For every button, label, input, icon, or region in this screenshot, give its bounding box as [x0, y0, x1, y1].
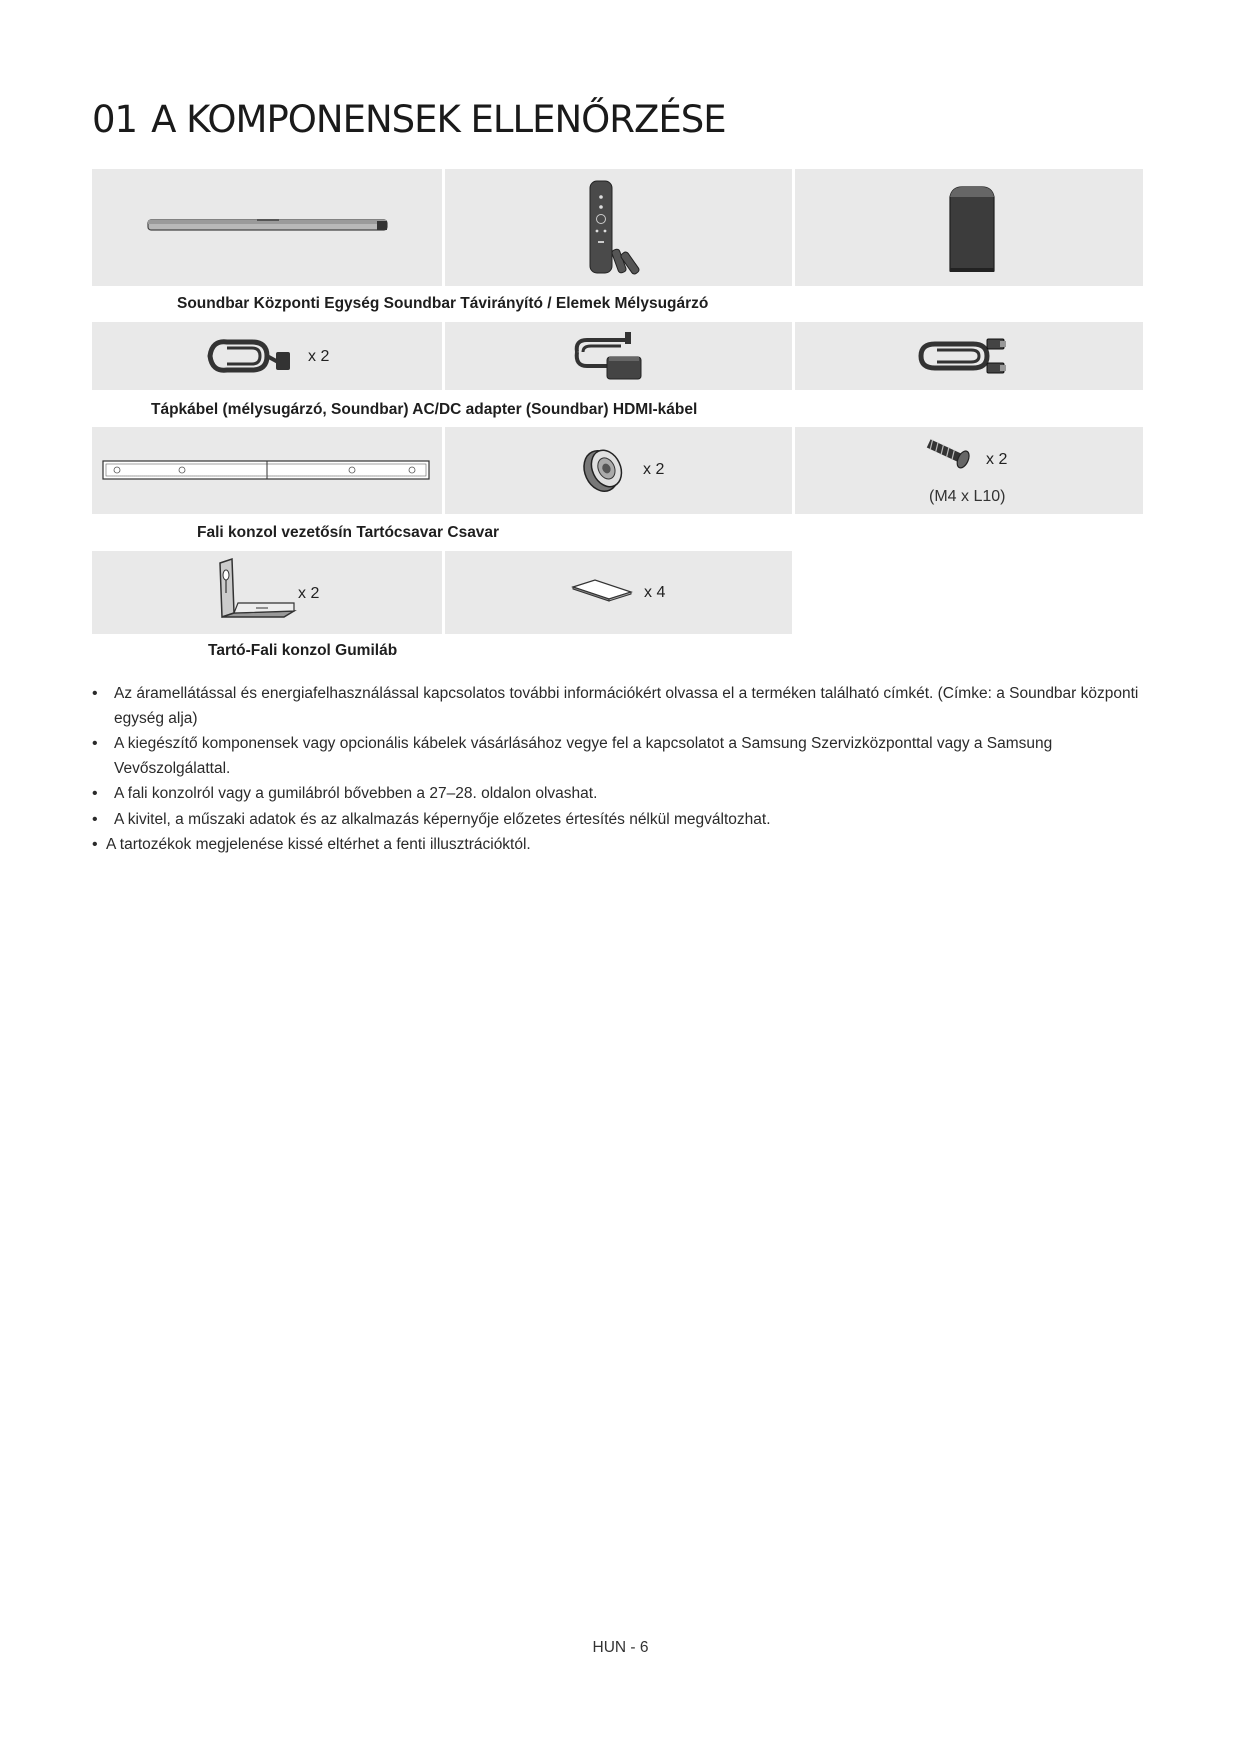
- bracket-quantity: x 2: [298, 585, 320, 602]
- cell-rubber-foot: [445, 551, 792, 634]
- cell-wall-rail: [92, 427, 442, 514]
- cell-subwoofer: [795, 169, 1143, 286]
- power-cable-icon: [92, 322, 442, 390]
- note-item: • A kiegészítő komponensek vagy opcionális kábelek vásárlásához vegye fel a kapcsolatot a Samsung Szervizközponttal vagy a Samsung Vevőszolgálattal.: [92, 732, 1152, 781]
- caption-row-2: Tápkábel (mélysugárzó, Soundbar) AC/DC adapter (Soundbar) HDMI-kábel: [151, 401, 698, 418]
- cell-screw: [795, 427, 1143, 514]
- caption-row-1: Soundbar Központi Egység Soundbar Távirányító / Elemek Mélysugárzó: [177, 295, 709, 312]
- holder-screw-quantity: x 2: [643, 461, 665, 478]
- caption-row-4: Tartó-Fali konzol Gumiláb: [208, 642, 398, 659]
- page-title: [92, 98, 726, 141]
- batteries-icon: [445, 169, 792, 286]
- rubber-foot-icon: [445, 551, 792, 634]
- cell-hdmi: [795, 322, 1143, 390]
- cell-adapter: [445, 322, 792, 390]
- screw-size-label: (M4 x L10): [929, 488, 1006, 505]
- screw-quantity: x 2: [986, 451, 1008, 468]
- bracket-icon: [92, 551, 442, 634]
- section-number: 01: [92, 98, 138, 141]
- note-item: • A fali konzolról vagy a gumilábról bővebben a 27–28. oldalon olvashat.: [92, 782, 1152, 807]
- power-cable-quantity: x 2: [308, 348, 330, 365]
- hdmi-cable-icon: [795, 322, 1143, 390]
- subwoofer-icon: [795, 169, 1143, 286]
- note-item: • A kivitel, a műszaki adatok és az alkalmazás képernyője előzetes értesítés nélkül megváltozhat.: [92, 808, 1152, 833]
- notes-list: [92, 682, 1152, 859]
- ac-dc-adapter-icon: [445, 322, 792, 390]
- wall-mount-rail-icon: [92, 427, 442, 514]
- cell-holder-screw: [445, 427, 792, 514]
- cell-power-cable: [92, 322, 442, 390]
- rubber-foot-quantity: x 4: [644, 584, 666, 601]
- note-item: • Az áramellátással és energiafelhasználással kapcsolatos további információkért olvassa el a terméken található címkét. (Címke: a Soundbar központi egység alja): [92, 682, 1152, 731]
- cell-soundbar: [92, 169, 442, 286]
- soundbar-icon: [92, 169, 442, 286]
- note-item: • A tartozékok megjelenése kissé eltérhet a fenti illusztrációktól.: [92, 833, 1152, 858]
- section-title: A KOMPONENSEK ELLENŐRZÉSE: [151, 98, 726, 141]
- cell-bracket: [92, 551, 442, 634]
- page-number: HUN - 6: [592, 1639, 649, 1656]
- cell-remote: [445, 169, 792, 286]
- caption-row-3: Fali konzol vezetősín Tartócsavar Csavar: [197, 524, 500, 541]
- holder-screw-icon: [445, 427, 792, 514]
